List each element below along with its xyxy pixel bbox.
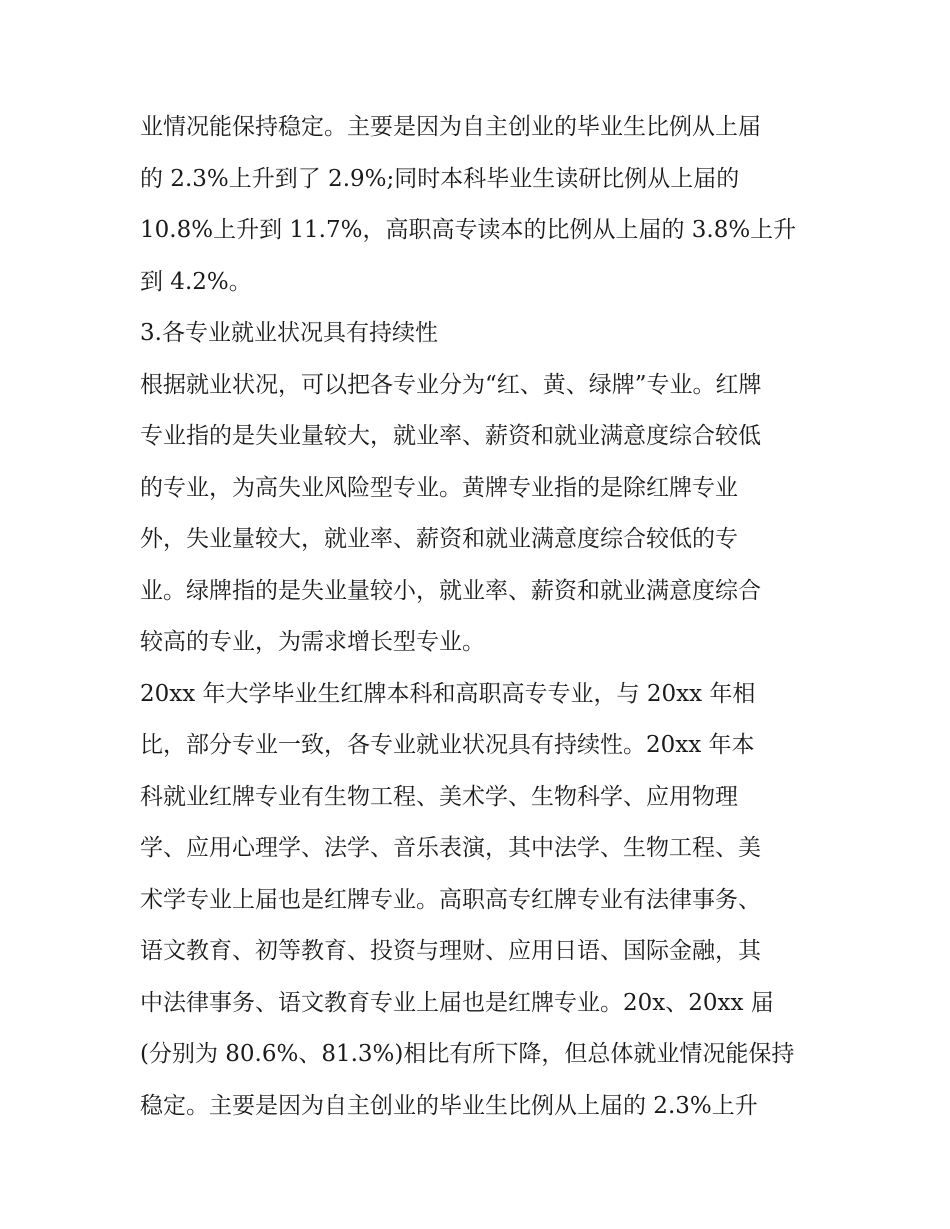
text-line: 中法律事务、语文教育专业上届也是红牌专业。20x、20xx 届 bbox=[140, 989, 774, 1016]
text-line: 语文教育、初等教育、投资与理财、应用日语、国际金融，其 bbox=[140, 938, 761, 964]
text-line: 业。绿牌指的是失业量较小，就业率、薪资和就业满意度综合 bbox=[140, 577, 761, 604]
text-line: 根据就业状况，可以把各专业分为“红、黄、绿牌”专业。红牌 bbox=[140, 371, 762, 398]
text-line: 稳定。主要是因为自主创业的毕业生比例从上届的 2.3%上升 bbox=[140, 1092, 758, 1119]
text-line: 20xx 年大学毕业生红牌本科和高职高专专业，与 20xx 年相 bbox=[140, 680, 756, 707]
text-line: 的专业，为高失业风险型专业。黄牌专业指的是除红牌专业 bbox=[140, 474, 738, 501]
text-line: (分别为 80.6%、81.3%)相比有所下降，但总体就业情况能保持 bbox=[140, 1041, 795, 1067]
text-line: 专业指的是失业量较大，就业率、薪资和就业满意度综合较低 bbox=[140, 423, 761, 449]
text-line: 10.8%上升到 11.7%，高职高专读本的比例从上届的 3.8%上升 bbox=[140, 217, 797, 243]
text-line: 业情况能保持稳定。主要是因为自主创业的毕业生比例从上届 bbox=[140, 114, 761, 140]
text-line: 较高的专业，为需求增长型专业。 bbox=[140, 629, 485, 655]
document-body bbox=[140, 102, 815, 1132]
text-line: 比，部分专业一致，各专业就业状况具有持续性。20xx 年本 bbox=[140, 732, 755, 758]
text-line: 的 2.3%上升到了 2.9%;同时本科毕业生读研比例从上届的 bbox=[140, 165, 740, 192]
text-line: 到 4.2%。 bbox=[140, 268, 252, 295]
text-line: 科就业红牌专业有生物工程、美术学、生物科学、应用物理 bbox=[140, 783, 738, 810]
section-heading: 3.各专业就业状况具有持续性 bbox=[140, 320, 438, 346]
text-line: 外，失业量较大，就业率、薪资和就业满意度综合较低的专 bbox=[140, 526, 738, 552]
text-line: 学、应用心理学、法学、音乐表演，其中法学、生物工程、美 bbox=[140, 835, 761, 861]
text-line: 术学专业上届也是红牌专业。高职高专红牌专业有法律事务、 bbox=[140, 886, 761, 913]
